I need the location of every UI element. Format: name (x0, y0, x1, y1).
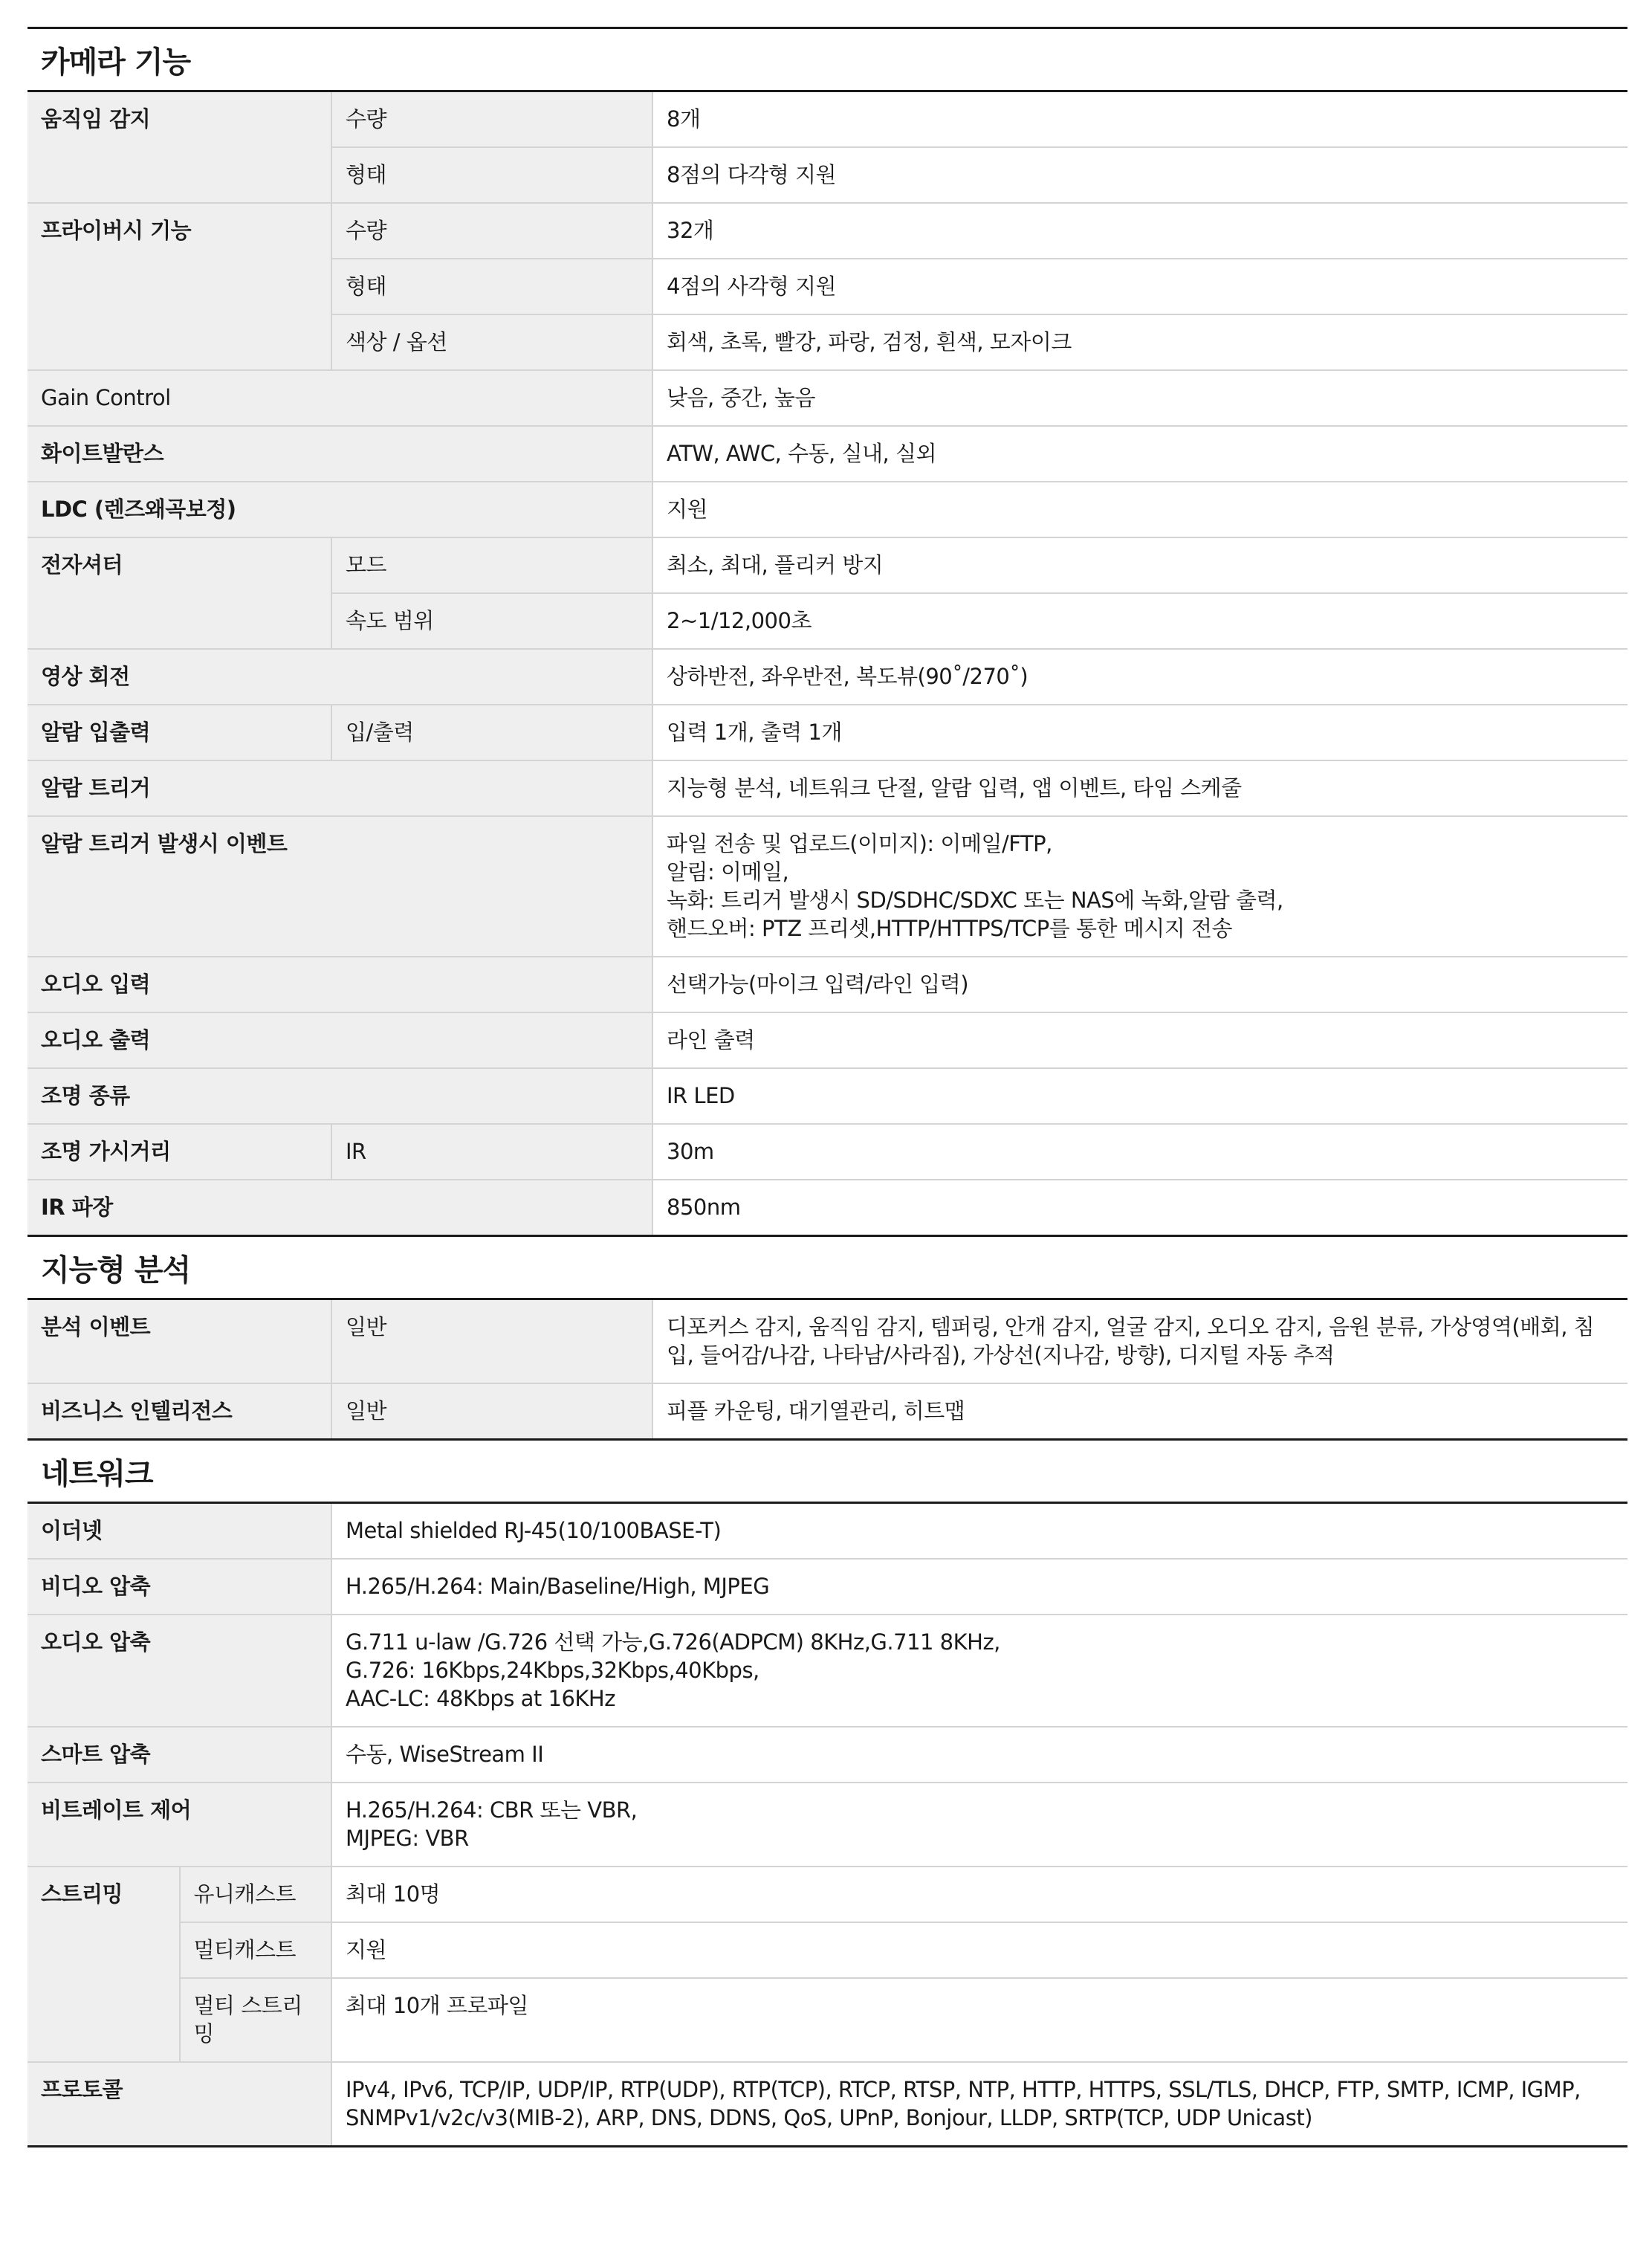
spec-row (27, 1615, 1627, 1727)
spec-value: 디포커스 감지, 움직임 감지, 템퍼링, 안개 감지, 얼굴 감지, 오디오 감지, 음원 분류, 가상영역(배회, 침입, 들어감/나감, 나타남/사라짐), 가상선(지나감, 방향), 디지털 자동 추적 (652, 1300, 1627, 1383)
spec-subcategory: 형태 (331, 259, 652, 314)
spec-row (27, 1922, 1627, 1978)
spec-category: 비즈니스 인텔리전스 (27, 1383, 331, 1438)
spec-value: G.711 u-law /G.726 선택 가능,G.726(ADPCM) 8KHz,G.711 8KHz, G.726: 16Kbps,24Kbps,32Kbps,40Kbps, AAC-LC: 48Kbps at 16KHz (331, 1615, 1627, 1727)
spec-category: 비트레이트 제어 (27, 1783, 331, 1867)
spec-row (27, 816, 1627, 957)
spec-value: Metal shielded RJ-45(10/100BASE-T) (331, 1504, 1627, 1559)
section-title: 지능형 분석 (27, 1235, 1627, 1300)
spec-value: ATW, AWC, 수동, 실내, 실외 (652, 426, 1627, 482)
spec-value: 입력 1개, 출력 1개 (652, 705, 1627, 760)
spec-value: 피플 카운팅, 대기열관리, 히트맵 (652, 1383, 1627, 1438)
spec-category: 비디오 압축 (27, 1559, 331, 1615)
spec-row (27, 1068, 1627, 1124)
spec-value: 지원 (331, 1922, 1627, 1978)
spec-category: 조명 종류 (27, 1068, 652, 1124)
section-title: 카메라 기능 (27, 27, 1627, 92)
spec-category: 이더넷 (27, 1504, 331, 1559)
spec-value: 지능형 분석, 네트워크 단절, 알람 입력, 앱 이벤트, 타임 스케줄 (652, 760, 1627, 816)
spec-table (27, 1504, 1627, 2145)
spec-category: 영상 회전 (27, 649, 652, 705)
spec-value: 상하반전, 좌우반전, 복도뷰(90˚/270˚) (652, 649, 1627, 705)
spec-category: Gain Control (27, 370, 652, 426)
spec-row (27, 1783, 1627, 1867)
spec-subcategory: 유니캐스트 (180, 1867, 332, 1922)
spec-category: 스마트 압축 (27, 1727, 331, 1783)
spec-category: IR 파장 (27, 1180, 652, 1235)
spec-value: 8점의 다각형 지원 (652, 147, 1627, 203)
spec-category: 프라이버시 기능 (27, 203, 331, 370)
spec-row (27, 1180, 1627, 1235)
spec-category: 조명 가시거리 (27, 1124, 331, 1180)
spec-row (27, 760, 1627, 816)
spec-value: 2~1/12,000초 (652, 593, 1627, 649)
spec-subcategory: 일반 (331, 1383, 652, 1438)
spec-row (27, 649, 1627, 705)
spec-category: 움직임 감지 (27, 92, 331, 203)
spec-subcategory: 속도 범위 (331, 593, 652, 649)
spec-row (27, 1300, 1627, 1383)
spec-subcategory: 수량 (331, 203, 652, 259)
spec-subcategory: 일반 (331, 1300, 652, 1383)
section-title: 네트워크 (27, 1438, 1627, 1504)
spec-row (27, 1727, 1627, 1783)
spec-value: 4점의 사각형 지원 (652, 259, 1627, 314)
spec-value: 라인 출력 (652, 1012, 1627, 1068)
spec-value: IR LED (652, 1068, 1627, 1124)
spec-table (27, 92, 1627, 1235)
spec-value: 30m (652, 1124, 1627, 1180)
spec-category: 화이트발란스 (27, 426, 652, 482)
spec-row (27, 426, 1627, 482)
spec-value: 32개 (652, 203, 1627, 259)
spec-row (27, 370, 1627, 426)
spec-sheet (27, 27, 1627, 2147)
spec-subcategory: IR (331, 1124, 652, 1180)
spec-category: 오디오 압축 (27, 1615, 331, 1727)
spec-row (27, 1012, 1627, 1068)
bottom-rule (27, 2145, 1627, 2147)
spec-category: LDC (렌즈왜곡보정) (27, 482, 652, 537)
spec-value: 최소, 최대, 플리커 방지 (652, 537, 1627, 593)
spec-value: 8개 (652, 92, 1627, 147)
spec-subcategory: 수량 (331, 92, 652, 147)
spec-category: 오디오 입력 (27, 957, 652, 1012)
spec-value: 낮음, 중간, 높음 (652, 370, 1627, 426)
spec-category: 알람 트리거 (27, 760, 652, 816)
spec-category: 스트리밍 (27, 1867, 180, 2062)
spec-category: 오디오 출력 (27, 1012, 652, 1068)
spec-value: 선택가능(마이크 입력/라인 입력) (652, 957, 1627, 1012)
spec-value: H.265/H.264: CBR 또는 VBR, MJPEG: VBR (331, 1783, 1627, 1867)
spec-subcategory: 모드 (331, 537, 652, 593)
spec-subcategory: 멀티캐스트 (180, 1922, 332, 1978)
spec-category: 알람 입출력 (27, 705, 331, 760)
spec-subcategory: 색상 / 옵션 (331, 314, 652, 370)
spec-row (27, 1559, 1627, 1615)
spec-value: 최대 10개 프로파일 (331, 1978, 1627, 2062)
spec-value: IPv4, IPv6, TCP/IP, UDP/IP, RTP(UDP), RTP(TCP), RTCP, RTSP, NTP, HTTP, HTTPS, SSL/TLS, DHCP, FTP, SMTP, ICMP, IGMP, SNMPv1/v2c/v3(MIB-2), ARP, DNS, DDNS, QoS, UPnP, Bonjour, LLDP, SRTP(TCP, UDP Unicast) (331, 2062, 1627, 2145)
spec-row (27, 1867, 1627, 1922)
spec-value: 파일 전송 및 업로드(이미지): 이메일/FTP, 알림: 이메일, 녹화: 트리거 발생시 SD/SDHC/SDXC 또는 NAS에 녹화,알람 출력, 핸드오버: PTZ 프리셋,HTTP/HTTPS/TCP를 통한 메시지 전송 (652, 816, 1627, 957)
spec-row (27, 203, 1627, 259)
spec-row (27, 705, 1627, 760)
spec-value: 850nm (652, 1180, 1627, 1235)
spec-row (27, 957, 1627, 1012)
spec-value: 지원 (652, 482, 1627, 537)
spec-row (27, 1978, 1627, 2062)
spec-category: 분석 이벤트 (27, 1300, 331, 1383)
spec-row (27, 2062, 1627, 2145)
spec-row (27, 482, 1627, 537)
spec-value: 최대 10명 (331, 1867, 1627, 1922)
spec-table (27, 1300, 1627, 1438)
spec-row (27, 1504, 1627, 1559)
spec-row (27, 1124, 1627, 1180)
spec-value: H.265/H.264: Main/Baseline/High, MJPEG (331, 1559, 1627, 1615)
spec-row (27, 92, 1627, 147)
spec-value: 수동, WiseStream II (331, 1727, 1627, 1783)
spec-category: 프로토콜 (27, 2062, 331, 2145)
spec-value: 회색, 초록, 빨강, 파랑, 검정, 흰색, 모자이크 (652, 314, 1627, 370)
spec-subcategory: 멀티 스트리밍 (180, 1978, 332, 2062)
spec-category: 전자셔터 (27, 537, 331, 649)
spec-row (27, 1383, 1627, 1438)
spec-row (27, 537, 1627, 593)
spec-subcategory: 입/출력 (331, 705, 652, 760)
spec-subcategory: 형태 (331, 147, 652, 203)
spec-category: 알람 트리거 발생시 이벤트 (27, 816, 652, 957)
